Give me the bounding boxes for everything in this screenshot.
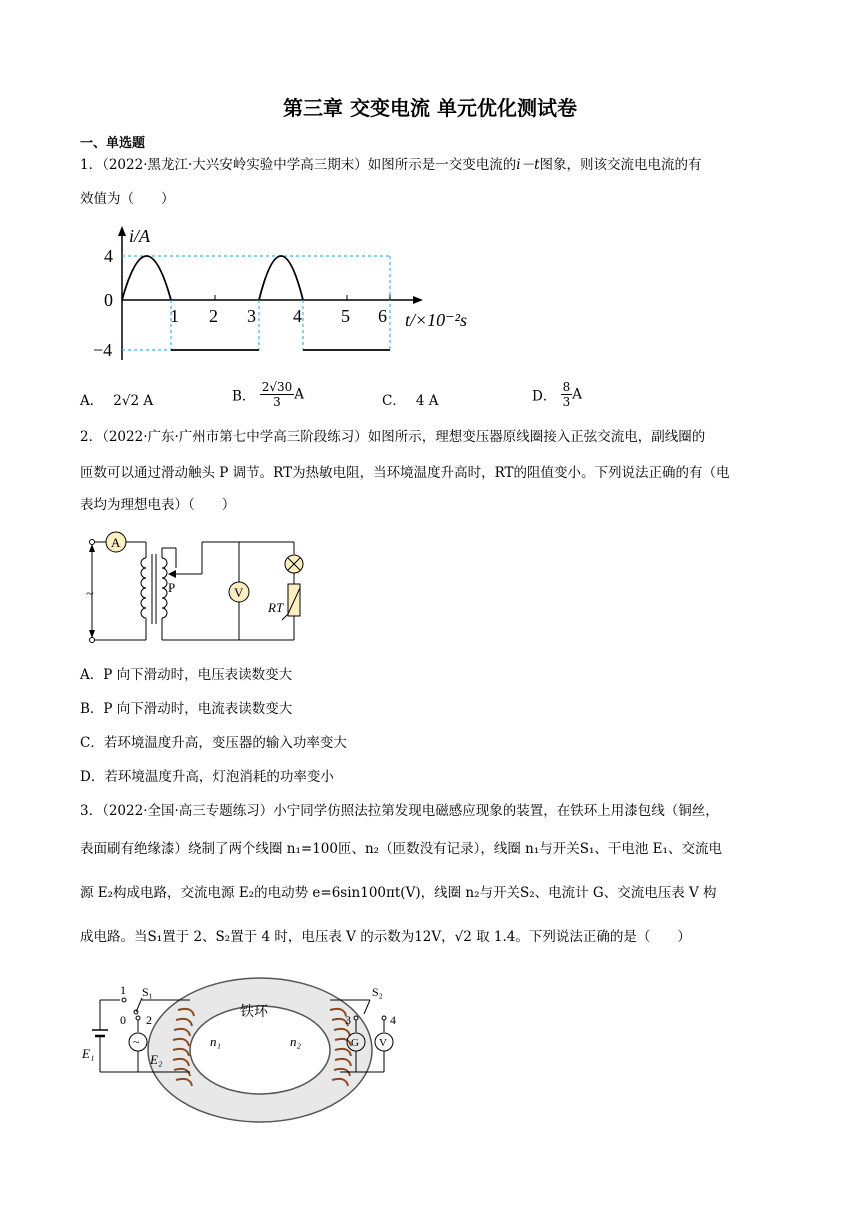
pin-2 bbox=[136, 1016, 140, 1020]
option-unit: A bbox=[294, 386, 305, 403]
fraction bbox=[561, 380, 573, 409]
voltmeter-label: V bbox=[379, 1037, 387, 1049]
option-label: C． bbox=[382, 393, 406, 409]
x-axis-arrow bbox=[413, 296, 423, 304]
q1-option-c[interactable] bbox=[382, 389, 438, 409]
x-tick-4: 4 bbox=[293, 306, 302, 326]
option-label: A． bbox=[80, 393, 104, 409]
arrow-down bbox=[89, 630, 95, 638]
pin-1-label: 1 bbox=[120, 983, 126, 997]
half-sine-2 bbox=[259, 256, 303, 300]
fraction-numerator: 8 bbox=[562, 380, 571, 394]
half-sine-1 bbox=[122, 256, 171, 300]
x-tick-5: 5 bbox=[341, 306, 350, 326]
galvanometer-label: G bbox=[351, 1037, 359, 1049]
q2-circuit-diagram bbox=[84, 528, 324, 648]
option-value: 4 A bbox=[415, 393, 439, 409]
q3-stem-line1: 3．（2022·全国·高三专题练习）小宁同学仿照法拉第发现电磁感应现象的装置，在铁环上用漆包线（铜丝， bbox=[80, 803, 719, 819]
q1-current-graph bbox=[95, 222, 485, 372]
y-tick-0: 0 bbox=[104, 290, 113, 310]
pin-2-label: 2 bbox=[146, 1013, 152, 1027]
e1-label: E₁ bbox=[82, 1046, 95, 1061]
q2-option-a[interactable]: A．P 向下滑动时，电压表读数变大 bbox=[80, 667, 293, 683]
ac-source-symbol: ~ bbox=[86, 587, 94, 602]
pin-0-label: 0 bbox=[120, 1013, 126, 1027]
fraction-denominator: 3 bbox=[273, 395, 281, 409]
pin-3-label: 3 bbox=[345, 1013, 351, 1027]
fraction-denominator: 3 bbox=[562, 395, 571, 409]
q1-option-d[interactable] bbox=[532, 380, 582, 409]
q1-stem-line1 bbox=[80, 156, 702, 174]
x-axis-label: t/×10⁻²s bbox=[405, 310, 468, 330]
secondary-coil bbox=[162, 558, 167, 618]
ammeter-label: A bbox=[111, 535, 121, 550]
y-axis-label: i/A bbox=[129, 226, 150, 246]
section-heading: 一、单选题 bbox=[80, 136, 146, 151]
fraction bbox=[260, 380, 295, 409]
s2-label: S₂ bbox=[372, 985, 383, 999]
s1-label: S₁ bbox=[142, 985, 153, 999]
x-tick-6: 6 bbox=[378, 306, 387, 326]
q2-option-b[interactable]: B．P 向下滑动时，电流表读数变大 bbox=[80, 701, 293, 717]
primary-coil bbox=[141, 558, 146, 618]
voltmeter-label: V bbox=[234, 585, 244, 600]
pin-4 bbox=[382, 1016, 386, 1020]
q2-stem-line1: 2．（2022·广东·广州市第七中学高三阶段练习）如图所示，理想变压器原线圈接入正弦交流电，副线圈的 bbox=[80, 429, 706, 445]
x-tick-3: 3 bbox=[247, 306, 256, 326]
q2-stem-line2: 匝数可以通过滑动触头 P 调节。RT为热敏电阻，当环境温度升高时，RT的阻值变小。下列说法正确的有（电 bbox=[80, 465, 730, 481]
slider-arrow bbox=[168, 570, 176, 578]
ac-symbol: ~ bbox=[133, 1035, 140, 1049]
y-axis-arrow bbox=[118, 226, 126, 236]
q3-stem-line2: 表面刷有绝缘漆）绕制了两个线圈 n₁=100匝、n₂（匝数没有记录），线圈 n₁与开关S₁、干电池 E₁、交流电 bbox=[80, 841, 722, 857]
y-tick-neg4: −4 bbox=[93, 340, 113, 360]
switch-s2-blade bbox=[364, 1000, 370, 1014]
q2-stem-line3: 表均为理想电表）（ ） bbox=[80, 497, 236, 513]
n1-label: n₁ bbox=[210, 1034, 222, 1049]
q1-stem-line2: 效值为（ ） bbox=[80, 191, 175, 207]
q3-stem-line3: 源 E₂构成电路，交流电源 E₂的电动势 e=6sin100πt(V)，线圈 n₂与开关S₂、电流计 G、交流电压表 V 构 bbox=[80, 885, 717, 901]
terminal-bottom bbox=[90, 638, 95, 643]
slider-label: P bbox=[168, 580, 176, 595]
thermistor-label: RT bbox=[268, 600, 284, 615]
terminal-top bbox=[90, 540, 95, 545]
pin-4-label: 4 bbox=[390, 1013, 396, 1027]
q1-option-b[interactable] bbox=[232, 380, 304, 409]
fraction-numerator: 2√30 bbox=[261, 380, 293, 394]
option-label: D． bbox=[532, 388, 557, 405]
pin-1 bbox=[122, 998, 126, 1002]
x-tick-2: 2 bbox=[209, 306, 218, 326]
q1-stem-var: i－t bbox=[516, 157, 540, 173]
q3-stem-line4: 成电路。当S₁置于 2、S₂置于 4 时，电压表 V 的示数为12V，√2 取 1.4。下列说法正确的是（ ） bbox=[80, 929, 691, 945]
q1-option-a[interactable] bbox=[80, 389, 153, 409]
option-value: 2√2 A bbox=[113, 393, 154, 409]
arrow-up bbox=[89, 544, 95, 552]
e2-label: E₂ bbox=[150, 1052, 163, 1067]
q2-option-c[interactable]: C．若环境温度升高，变压器的输入功率变大 bbox=[80, 735, 347, 751]
q3-iron-ring-diagram bbox=[80, 976, 410, 1138]
y-tick-4: 4 bbox=[104, 246, 113, 266]
page-title: 第三章 交变电流 单元优化测试卷 bbox=[283, 96, 577, 120]
option-label: B． bbox=[232, 388, 256, 405]
switch-s1-blade bbox=[136, 998, 142, 1012]
n2-label: n₂ bbox=[290, 1034, 302, 1049]
q1-stem-text-a: 1．（2022·黑龙江·大兴安岭实验中学高三期末）如图所示是一交变电流的 bbox=[80, 157, 517, 173]
ring-label: 铁环 bbox=[240, 1005, 268, 1020]
q2-option-d[interactable]: D．若环境温度升高，灯泡消耗的功率变小 bbox=[80, 769, 334, 785]
x-tick-1: 1 bbox=[170, 306, 179, 326]
option-unit: A bbox=[572, 386, 583, 403]
q1-stem-text-b: 图象，则该交流电电流的有 bbox=[539, 157, 702, 173]
